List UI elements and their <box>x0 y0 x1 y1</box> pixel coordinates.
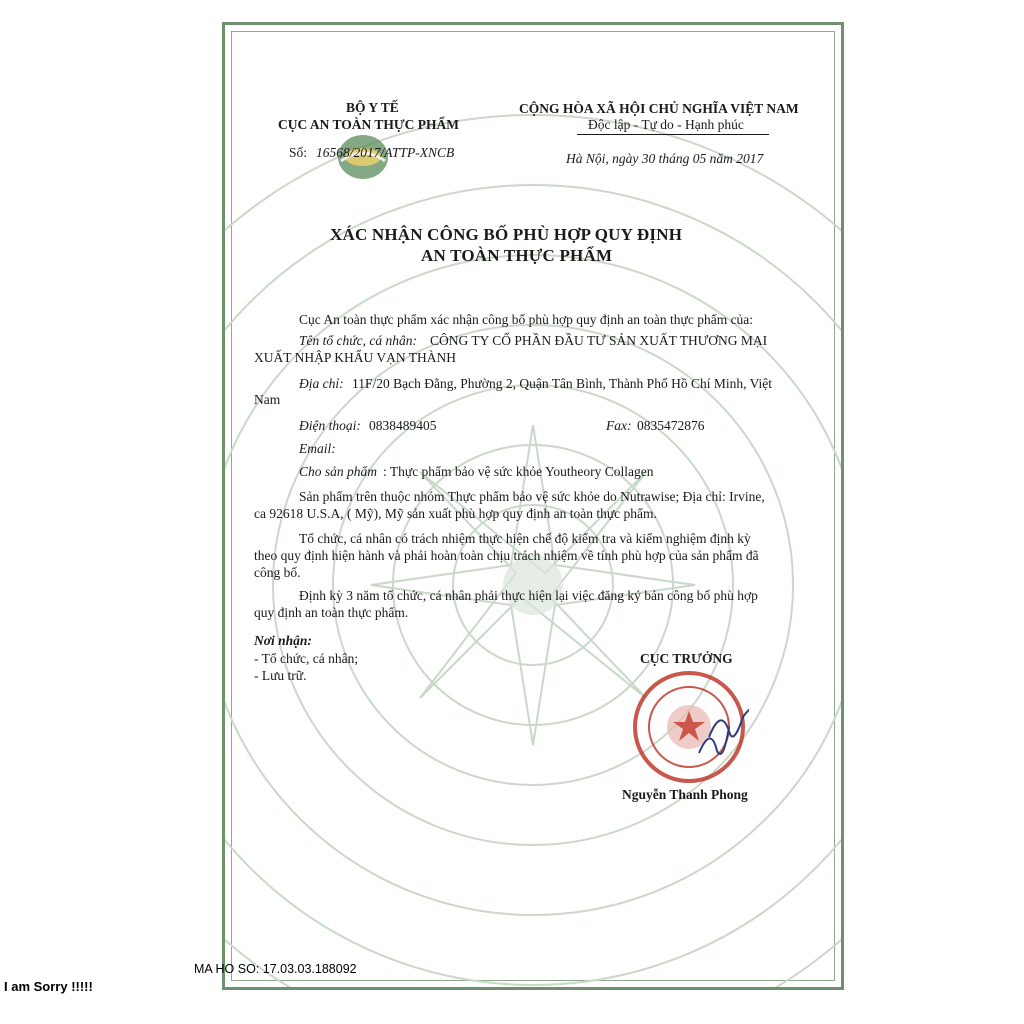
org-label: Tên tổ chức, cá nhân: <box>299 333 417 348</box>
phone-label: Điện thoại: <box>299 418 361 433</box>
signer-name: Nguyễn Thanh Phong <box>622 787 748 802</box>
para1-line2: ca 92618 U.S.A, ( Mỹ), Mỹ sản xuất phù hợp quy định an toàn thực phẩm. <box>254 506 657 521</box>
official-stamp-icon <box>629 667 749 787</box>
address-label: Địa chỉ: <box>299 376 344 391</box>
ministry-name: BỘ Y TẾ <box>346 100 399 115</box>
org-name-line1: CÔNG TY CỔ PHẦN ĐẦU TƯ SẢN XUẤT THƯƠNG MẠI <box>430 333 768 348</box>
recipients-label: Nơi nhận: <box>254 633 312 648</box>
address-line2: Nam <box>254 392 281 407</box>
country-name: CỘNG HÒA XÃ HỘI CHỦ NGHĨA VIỆT NAM <box>519 101 799 116</box>
caption-text: I am Sorry !!!!! <box>4 979 93 994</box>
signer-position: CỤC TRƯỞNG <box>640 651 733 666</box>
document-title-line1: XÁC NHẬN CÔNG BỐ PHÙ HỢP QUY ĐỊNH <box>330 225 683 244</box>
document-number: 16568/2017/ATTP-XNCB <box>316 145 455 160</box>
email-label: Email: <box>299 441 336 456</box>
motto-underline <box>577 134 769 135</box>
intro-text: Cục An toàn thực phẩm xác nhận công bố phù hợp quy định an toàn thực phẩm của: <box>299 312 754 327</box>
para2-line3: công bố. <box>254 565 301 580</box>
recipient-item: - Lưu trữ. <box>254 668 307 683</box>
document-number-label: Số: <box>289 145 308 160</box>
phone-value: 0838489405 <box>369 418 437 433</box>
fax-value: 0835472876 <box>637 418 705 433</box>
product-label: Cho sản phẩm <box>299 464 378 479</box>
document-title-line2: AN TOÀN THỰC PHẨM <box>421 246 613 265</box>
recipient-item: - Tổ chức, cá nhân; <box>254 651 359 666</box>
para1-line1: Sản phẩm trên thuộc nhóm Thực phẩm bảo vệ sức khỏe do Nutrawise; Địa chỉ: Irvine, <box>299 489 765 504</box>
issue-date: Hà Nội, ngày 30 tháng 05 năm 2017 <box>566 151 764 166</box>
org-name-line2: XUẤT NHẬP KHẨU VẠN THÀNH <box>254 350 457 365</box>
record-code: MA HO SO: 17.03.03.188092 <box>194 962 357 976</box>
para2-line2: theo quy định hiện hành và phải hoàn toàn chịu trách nhiệm về tính phù hợp của sản phẩm đã <box>254 548 759 563</box>
national-motto: Độc lập - Tự do - Hạnh phúc <box>588 117 744 132</box>
para2-line1: Tổ chức, cá nhân có trách nhiệm thực hiện chế độ kiểm tra và kiểm nghiệm định kỳ <box>299 531 751 546</box>
address-line1: 11F/20 Bạch Đằng, Phường 2, Quận Tân Bình, Thành Phố Hồ Chí Minh, Việt <box>352 376 773 391</box>
para3-line2: quy định an toàn thực phẩm. <box>254 605 409 620</box>
fax-label: Fax: <box>606 418 632 433</box>
para3-line1: Định kỳ 3 năm tổ chức, cá nhân phải thực hiện lại việc đăng ký bản công bố phù hợp <box>299 588 758 603</box>
product-name: : Thực phẩm bảo vệ sức khỏe Youtheory Collagen <box>383 464 654 479</box>
department-name: CỤC AN TOÀN THỰC PHẨM <box>278 117 460 132</box>
